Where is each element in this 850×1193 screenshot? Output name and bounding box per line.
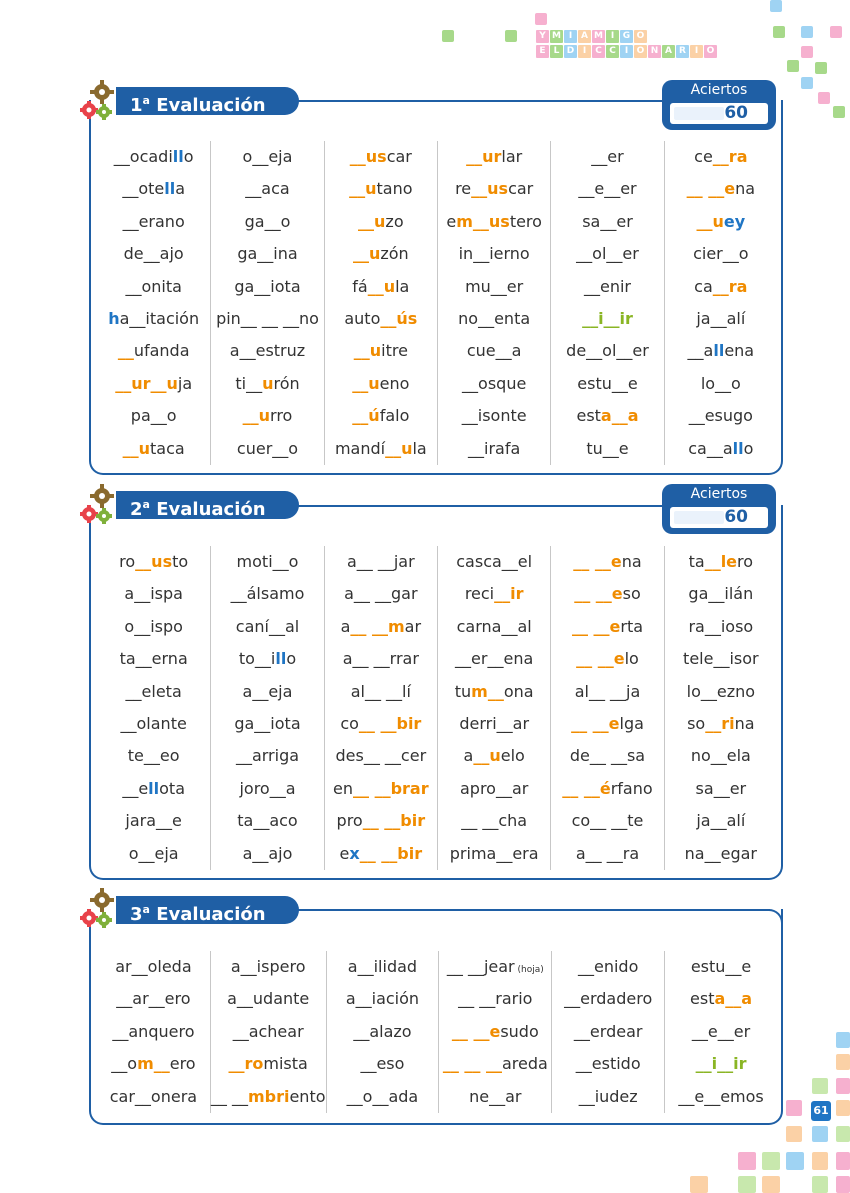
header-letter-tile: I — [606, 30, 619, 43]
word-item: auto__ús — [344, 308, 418, 328]
word-item: __utano — [349, 179, 413, 199]
word-item: __irafa — [468, 438, 521, 458]
word-item: ga__iota — [234, 276, 301, 296]
section-number-sup: a — [142, 498, 150, 511]
word-item: __allena — [687, 341, 755, 361]
word-item: __anquero — [112, 1021, 195, 1041]
word-item: __ __érfano — [562, 778, 653, 798]
word-item: a__ __ra — [575, 843, 640, 863]
word-item: __urlar — [466, 147, 523, 166]
word-item: cue__a — [466, 341, 522, 361]
header-letter-tile: O — [634, 45, 647, 58]
word-column — [324, 141, 437, 465]
header-letter-tile: M — [550, 30, 563, 43]
section-3-corner — [755, 909, 783, 937]
word-item: o__eja — [242, 147, 293, 166]
word-item: __ __jear (hoja) — [446, 957, 544, 976]
word-item: __i__ir — [582, 308, 633, 328]
word-item: __om__ero — [111, 1054, 196, 1074]
word-item: __álsamo — [230, 584, 305, 604]
word-item: __ __esudo — [451, 1021, 539, 1041]
word-item: moti__o — [236, 552, 299, 571]
word-item: __er — [591, 147, 624, 166]
word-item: a__uelo — [463, 746, 525, 766]
word-item: __ol__er — [576, 244, 639, 264]
word-item: ca__ra — [694, 276, 748, 296]
header-letter-tile: O — [704, 45, 717, 58]
section-1-title — [116, 87, 299, 115]
word-item: pro__ __bir — [336, 811, 426, 831]
word-item: carna__al — [456, 616, 532, 636]
header-letter-tile: I — [578, 45, 591, 58]
aciertos-value: 60 — [670, 507, 768, 528]
word-item: __isonte — [461, 406, 527, 426]
word-column — [438, 951, 551, 1113]
word-column — [664, 951, 777, 1113]
word-item: __aca — [245, 179, 290, 199]
word-item: no__enta — [458, 308, 531, 328]
header-letter-tile: C — [592, 45, 605, 58]
section-1-grid — [97, 141, 777, 465]
word-item: __e__er — [691, 1021, 751, 1041]
word-item: __ocadillo — [113, 147, 194, 166]
word-item: al__ __ja — [574, 681, 641, 701]
word-item: __enir — [583, 276, 631, 296]
gear-icon — [80, 484, 120, 526]
word-item: de__ __sa — [569, 746, 646, 766]
aciertos-label: Aciertos — [690, 82, 748, 98]
header-letter-tile: A — [662, 45, 675, 58]
word-item: esta__a — [690, 989, 753, 1009]
word-item: casca__el — [456, 552, 533, 571]
word-item: a__ispero — [230, 957, 306, 976]
section-title-text: Evaluación — [156, 904, 266, 925]
word-item: __enido — [578, 957, 639, 976]
word-item: __úfalo — [352, 406, 410, 426]
word-item: fá__ula — [352, 276, 410, 296]
word-item: sa__er — [695, 778, 747, 798]
word-item: __uitre — [353, 341, 408, 361]
header-letter-tile: E — [536, 45, 549, 58]
section-3-grid — [97, 951, 777, 1113]
word-item: lo__o — [700, 373, 741, 393]
word-item: ja__alí — [696, 308, 746, 328]
word-item: ex__ __bir — [339, 843, 423, 863]
word-item: __ar__ero — [116, 989, 191, 1009]
word-item: __e__emos — [678, 1086, 764, 1106]
header-letter-tile: I — [620, 45, 633, 58]
section-number-sup: a — [142, 94, 150, 107]
word-column — [97, 546, 210, 870]
word-item: __erano — [122, 211, 185, 231]
section-title-text: Evaluación — [156, 499, 266, 520]
word-item: tum__ona — [454, 681, 534, 701]
word-item: __ __elga — [571, 713, 644, 733]
word-item: __esugo — [688, 406, 753, 426]
gear-icon — [80, 888, 120, 930]
word-item: __alazo — [353, 1021, 412, 1041]
word-item: __eleta — [125, 681, 182, 701]
word-item: caní__al — [235, 616, 300, 636]
header-letter-tile: C — [606, 45, 619, 58]
word-column — [324, 546, 437, 870]
word-item: ta__lero — [688, 552, 754, 571]
word-item: __olante — [120, 713, 187, 733]
word-item: __uzón — [352, 244, 409, 264]
word-item: a__iación — [345, 989, 420, 1009]
word-item: __arriga — [235, 746, 300, 766]
section-number: 3 — [130, 904, 143, 925]
word-item: __ueno — [352, 373, 410, 393]
section-2-title — [116, 491, 299, 519]
word-item: ga__iota — [234, 713, 301, 733]
word-item: ha__itación — [108, 308, 200, 328]
word-item: no__ela — [690, 746, 751, 766]
word-item: de__ajo — [123, 244, 184, 264]
word-item: a__ispa — [124, 584, 183, 604]
word-item: lo__ezno — [686, 681, 756, 701]
word-item: __estido — [575, 1054, 641, 1074]
section-title-text: Evaluación — [156, 95, 266, 116]
word-item: __onita — [125, 276, 182, 296]
word-item: cuer__o — [236, 438, 299, 458]
word-item: __osque — [462, 373, 527, 393]
header-letter-tile: Y — [536, 30, 549, 43]
word-item: re__uscar — [455, 179, 534, 199]
word-item: a__eja — [242, 681, 293, 701]
header-letter-tile: I — [690, 45, 703, 58]
section-number-sup: a — [142, 903, 150, 916]
word-item: a__ __jar — [346, 552, 415, 571]
word-item: ta__erna — [119, 649, 188, 669]
word-item: estu__e — [690, 957, 752, 976]
word-item: __achear — [232, 1021, 304, 1041]
word-item: ga__ina — [237, 244, 298, 264]
word-item: tu__e — [586, 438, 629, 458]
section-number: 1 — [130, 95, 143, 116]
word-item: __uzo — [358, 211, 404, 231]
word-item: __ __rario — [458, 989, 533, 1009]
word-item: __erdear — [573, 1021, 643, 1041]
word-item: __ __mbriento — [210, 1086, 326, 1106]
word-item: __ufanda — [117, 341, 190, 361]
word-item: a__ __gar — [344, 584, 418, 604]
word-column — [664, 546, 777, 870]
aciertos-label: Aciertos — [690, 486, 748, 502]
word-column — [664, 141, 777, 465]
word-column — [326, 951, 439, 1113]
word-item: em__ustero — [446, 211, 542, 231]
word-item: te__eo — [127, 746, 180, 766]
word-item: __erdadero — [564, 989, 653, 1009]
word-item: ra__ioso — [688, 616, 754, 636]
word-item: __utaca — [122, 438, 185, 458]
word-item: na__egar — [684, 843, 757, 863]
word-item: __ __ena — [573, 552, 642, 571]
header-letter-tile: N — [648, 45, 661, 58]
word-item: o__eja — [128, 843, 179, 863]
word-item: a__ilidad — [347, 957, 418, 976]
section-number: 2 — [130, 499, 143, 520]
word-item: __ __cha — [461, 811, 528, 831]
word-column — [437, 141, 550, 465]
word-item: ga__o — [244, 211, 291, 231]
word-column — [550, 141, 663, 465]
word-column — [437, 546, 550, 870]
word-item: sa__er — [582, 211, 633, 231]
header-letter-tile: R — [676, 45, 689, 58]
header-letter-tile: L — [550, 45, 563, 58]
section-2-score — [662, 484, 776, 534]
word-item: ti__urón — [235, 373, 300, 393]
word-item: __er__ena — [455, 649, 534, 669]
word-item: des__ __cer — [335, 746, 427, 766]
word-column — [210, 141, 323, 465]
word-item: car__onera — [109, 1086, 198, 1106]
word-item: __ __elo — [576, 649, 639, 669]
word-item: cier__o — [693, 244, 749, 264]
word-column — [210, 951, 326, 1113]
word-item: de__ol__er — [566, 341, 649, 361]
word-item: en__ __brar — [333, 778, 429, 798]
word-item: __romista — [228, 1054, 308, 1074]
header-letter-tile: I — [564, 30, 577, 43]
gear-icon — [80, 80, 120, 122]
word-item: __eso — [360, 1054, 405, 1074]
word-item: __iudez — [578, 1086, 638, 1106]
word-item: __ __ena — [686, 179, 756, 199]
word-item: ne__ar — [469, 1086, 522, 1106]
word-item: a__estruz — [229, 341, 306, 361]
word-item: __otella — [122, 179, 185, 199]
word-item: a__ __rrar — [342, 649, 419, 669]
word-item: esta__a — [576, 406, 639, 426]
word-item: a__ __mar — [340, 616, 422, 636]
word-item: ga__ilán — [688, 584, 754, 604]
word-item: ca__allo — [688, 438, 754, 458]
word-item: ja__alí — [696, 811, 746, 831]
word-item: pin__ __ __no — [216, 308, 319, 328]
word-item: derri__ar — [459, 713, 530, 733]
word-item: mu__er — [465, 276, 524, 296]
word-item: __ur__uja — [115, 373, 193, 393]
word-item: ta__aco — [237, 811, 298, 831]
word-item: __i__ir — [695, 1054, 747, 1074]
word-item: __e__er — [578, 179, 637, 199]
word-item: estu__e — [577, 373, 638, 393]
word-column — [97, 141, 210, 465]
word-item: co__ __te — [571, 811, 644, 831]
aciertos-value: 60 — [670, 103, 768, 124]
word-item: mandí__ula — [334, 438, 427, 458]
word-item: __o__ada — [346, 1086, 419, 1106]
header-letter-tile: A — [578, 30, 591, 43]
section-3-title — [116, 896, 299, 924]
header-line1 — [536, 30, 647, 43]
word-item: pa__o — [130, 406, 177, 426]
word-column — [550, 546, 663, 870]
header-letter-tile: O — [634, 30, 647, 43]
word-item: co__ __bir — [340, 713, 422, 733]
word-item: a__ajo — [242, 843, 293, 863]
word-column — [551, 951, 664, 1113]
word-item: al__ __lí — [350, 681, 411, 701]
word-item: so__rina — [687, 713, 755, 733]
word-item: in__ierno — [458, 244, 530, 264]
word-item: __ __erta — [571, 616, 644, 636]
word-item: tele__isor — [683, 649, 759, 669]
word-column — [97, 951, 210, 1113]
word-item: prima__era — [449, 843, 539, 863]
word-item: apro__ar — [459, 778, 529, 798]
section-1-score — [662, 80, 776, 130]
header-letter-tile: M — [592, 30, 605, 43]
word-item: ce__ra — [694, 147, 748, 166]
word-item: o__ispo — [124, 616, 183, 636]
word-item: __uscar — [349, 147, 412, 166]
word-column — [210, 546, 323, 870]
page-number: 61 — [811, 1101, 831, 1121]
word-item: __urro — [242, 406, 293, 426]
word-item: ro__usto — [119, 552, 189, 571]
word-item: __ __eso — [574, 584, 641, 604]
word-item: to__illo — [238, 649, 297, 669]
header-letter-tile: D — [564, 45, 577, 58]
word-item: __ellota — [122, 778, 185, 798]
word-item: ar__oleda — [115, 957, 192, 976]
word-item: reci__ir — [464, 584, 524, 604]
word-item: __ __ __areda — [442, 1054, 548, 1074]
word-item: __uey — [696, 211, 746, 231]
header-letter-tile: G — [620, 30, 633, 43]
header-line2 — [536, 45, 717, 58]
word-item: joro__a — [239, 778, 296, 798]
word-item: jara__e — [125, 811, 182, 831]
section-2-grid — [97, 546, 777, 870]
word-item: a__udante — [227, 989, 310, 1009]
